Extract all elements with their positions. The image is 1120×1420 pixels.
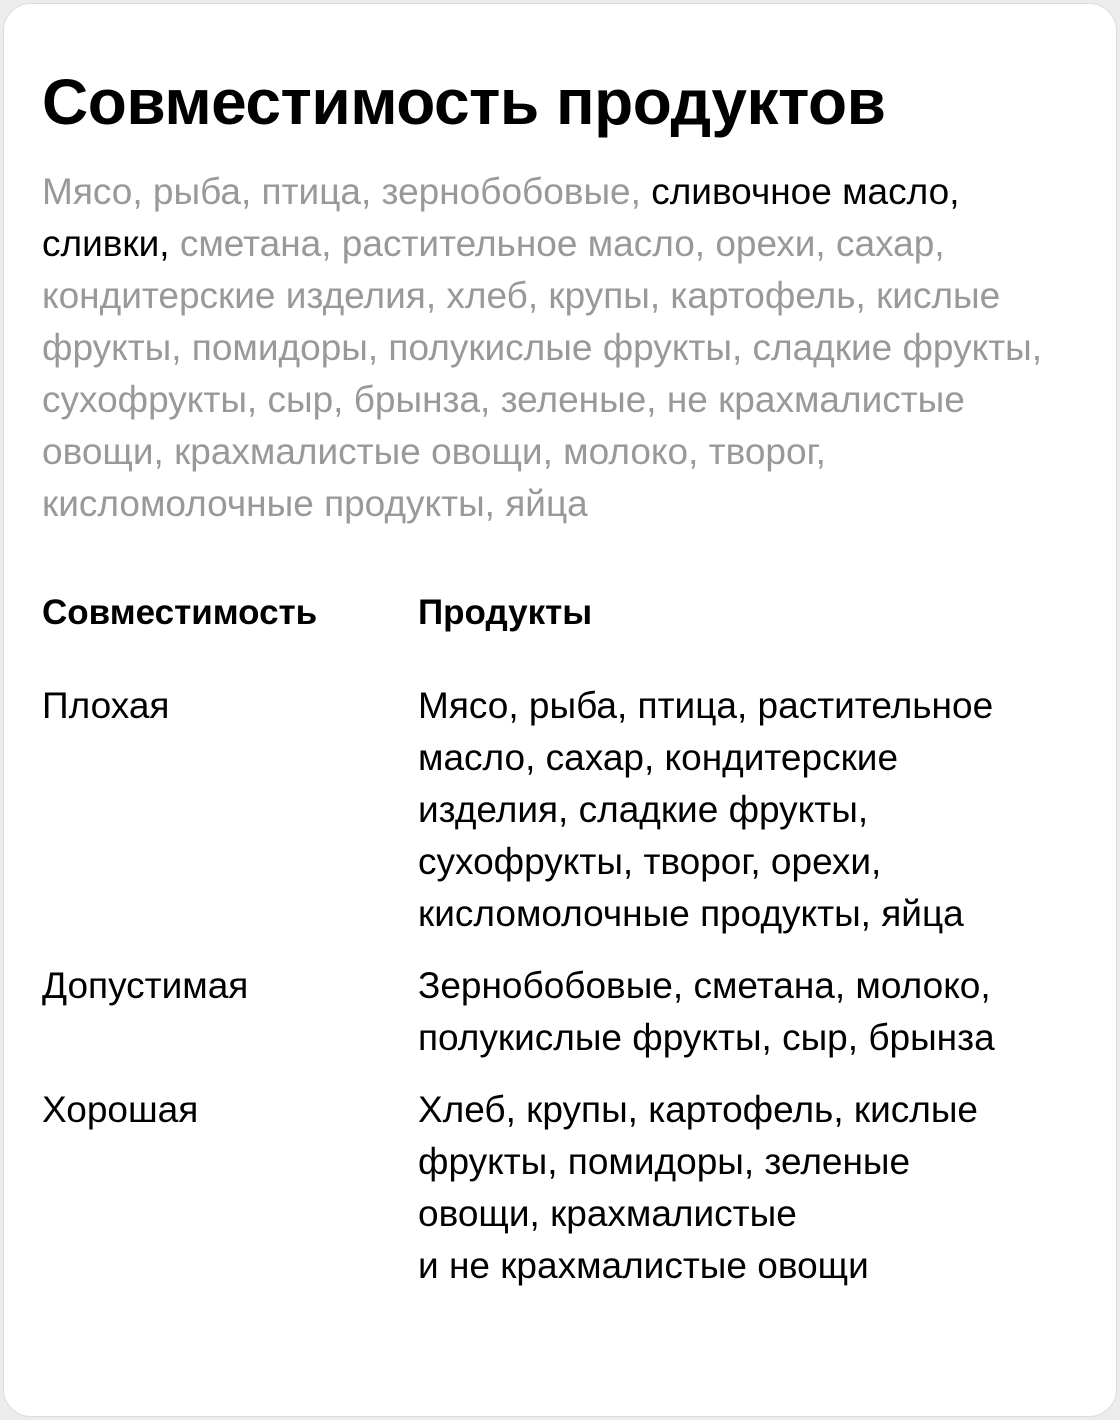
page-title: Совместимость продуктов — [42, 66, 886, 138]
products-cell: Зернобобовые, сметана, молоко, полукислые фрукты, сыр, брынза — [418, 965, 995, 1058]
compatibility-cell: Допустимая — [42, 965, 249, 1006]
card — [3, 3, 1117, 1417]
products-cell: Мясо, рыба, птица, растительное масло, сахар, кондитерские изделия, сладкие фрукты, сухофрукты, творог, орехи, кисломолочные продукты, яйца — [418, 685, 994, 934]
compatibility-cell: Плохая — [42, 685, 170, 726]
intro-paragraph — [42, 166, 1092, 530]
compatibility-cell: Хорошая — [42, 1089, 199, 1130]
intro-text-highlight: сливочное масло, сливки, — [42, 171, 960, 264]
products-cell: Хлеб, крупы, картофель, кислые фрукты, помидоры, зеленые овощи, крахмалистые и не крахмалистые овощи — [418, 1089, 979, 1286]
column-header-products: Продукты — [418, 593, 593, 632]
intro-text-muted-start: Мясо, рыба, птица, зернобобовые, — [42, 171, 652, 212]
intro-text-muted-end: сметана, растительное масло, орехи, сахар, кондитерские изделия, хлеб, крупы, картофель, кислые фрукты, помидоры, полукислые фрукты, сладкие фрукты, сухофрукты, сыр, брынза, зеленые, не крахмалистые овощи, крахмалистые овощи, молоко, творог, кисломолочные продукты, яйца — [42, 223, 1043, 524]
column-header-compatibility: Совместимость — [42, 593, 318, 632]
